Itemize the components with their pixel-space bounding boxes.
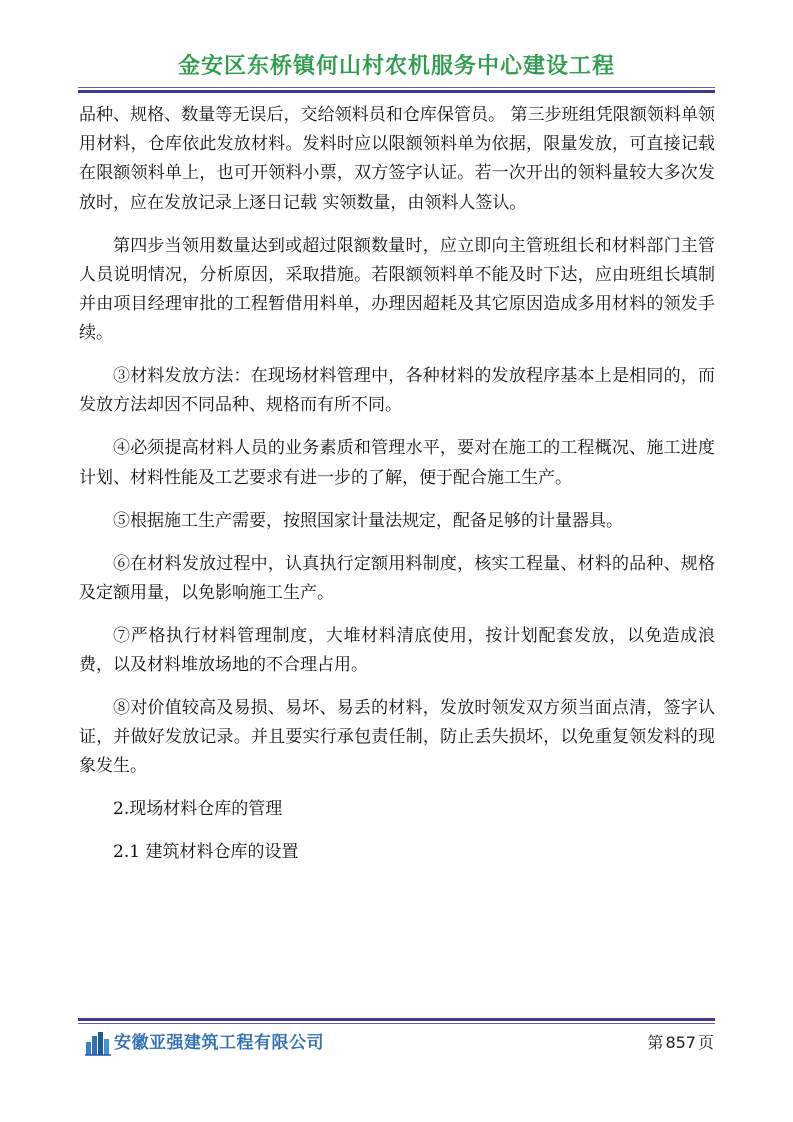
- page-header-title: 金安区东桥镇何山村农机服务中心建设工程: [177, 54, 615, 79]
- section-heading-2-1: 2.1 建筑材料仓库的设置: [113, 842, 299, 863]
- document-body: [79, 101, 715, 881]
- page-prefix: 第: [647, 1033, 664, 1052]
- header-rule-top: [78, 87, 715, 88]
- paragraph-item-4: ④必须提高材料人员的业务素质和管理水平，要对在施工的工程概况、施工进度计划、材料性能及工艺要求有进一步的了解，便于配合施工生产。: [79, 438, 715, 488]
- paragraph-step-four: 第四步当领用数量达到或超过限额数量时，应立即向主管班组长和材料部门主管人员说明情况，分析原因，采取措施。若限额领料单不能及时下达，应由班组长填制并由项目经理审批的工程暂借用料单，办理因超耗及其它原因造成多用材料的领发手续。: [79, 235, 715, 344]
- footer-rule-bottom: [78, 1023, 715, 1024]
- page-suffix: 页: [697, 1033, 714, 1052]
- page-number: 857: [665, 1033, 696, 1052]
- paragraph-item-3: ③材料发放方法：在现场材料管理中，各种材料的发放程序基本上是相同的，而发放方法却因不同品种、规格而有所不同。: [79, 366, 715, 416]
- paragraph-item-7: ⑦严格执行材料管理制度，大堆材料清底使用，按计划配套发放，以免造成浪费，以及材料堆放场地的不合理占用。: [79, 625, 715, 676]
- building-logo-icon: [85, 1030, 111, 1056]
- section-heading-2: 2.现场材料仓库的管理: [113, 799, 283, 820]
- header-rule-bottom: [78, 90, 715, 93]
- footer-page-number: [647, 1031, 714, 1055]
- paragraph-item-8: ⑧对价值较高及易损、易坏、易丢的材料，发放时领发双方须当面点清，签字认证，并做好发放记录。并且要实行承包责任制，防止丢失损坏，以免重复领发料的现象发生。: [79, 698, 715, 777]
- paragraph-item-5: ⑤根据施工生产需要，按照国家计量法规定，配备足够的计量器具。: [113, 510, 623, 531]
- footer-company-name: 安徽亚强建筑工程有限公司: [114, 1033, 324, 1053]
- footer-rule-top: [78, 1018, 715, 1021]
- paragraph-item-6: ⑥在材料发放过程中，认真执行定额用料制度，核实工程量、材料的品种、规格及定额用量，以免影响施工生产。: [79, 553, 715, 603]
- paragraph-continued: 品种、规格、数量等无误后，交给领料员和仓库保管员。 第三步班组凭限额领料单领用材料，仓库依此发放材料。发料时应以限额领料单为依据，限量发放，可直接记载在限额领料单上，也可开领料小票，双方签字认证。若一次开出的领料量较大多次发放时，应在发放记录上逐日记载 实领数量，由领料人签认。: [79, 105, 715, 213]
